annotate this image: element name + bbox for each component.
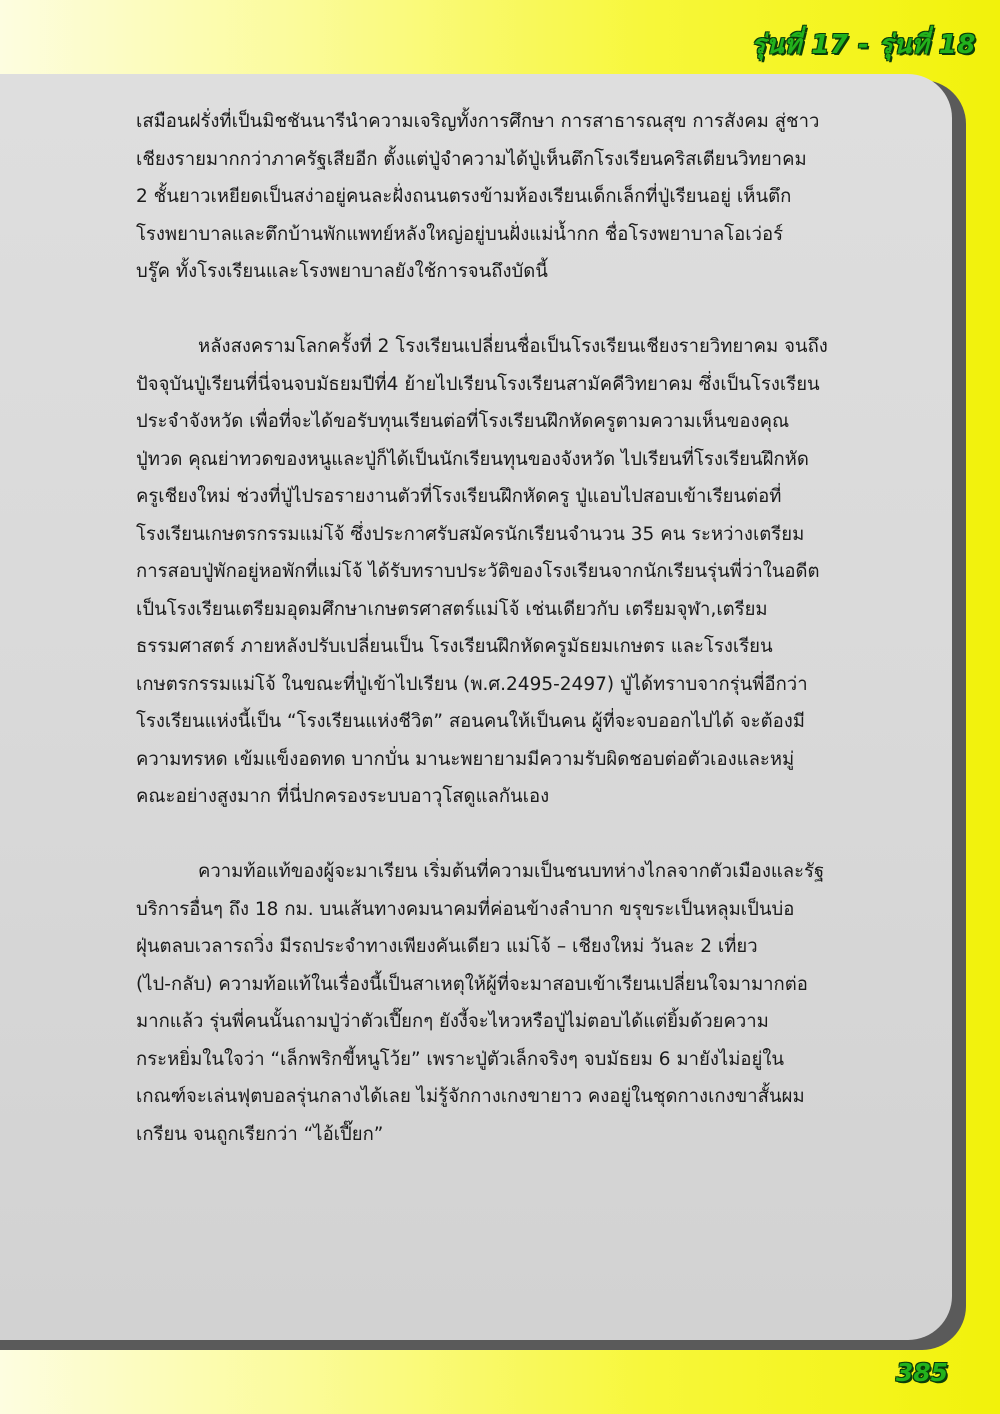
paragraph-1 bbox=[136, 103, 906, 291]
paragraph-2 bbox=[136, 328, 906, 816]
text-line: โรงเรียนแห่งนี้เป็น “โรงเรียนแห่งชีวิต” สอนคนให้เป็นคน ผู้ที่จะจบออกไปได้ จะต้องมี bbox=[136, 711, 805, 732]
text-line: กระหยิ่มในใจว่า “เล็กพริกขี้หนูโว้ย” เพราะปู่ตัวเล็กจริงๆ จบมัธยม 6 มายังไม่อยู่ใน bbox=[136, 1048, 785, 1070]
page-header-title: รุ่นที่ 17 - รุ่นที่ 18 bbox=[751, 30, 976, 60]
text-line: ประจำจังหวัด เพื่อที่จะได้ขอรับทุนเรียนต่อที่โรงเรียนฝึกหัดครูตามความเห็นของคุณ bbox=[136, 411, 790, 432]
text-line: เป็นโรงเรียนเตรียมอุดมศึกษาเกษตรศาสตร์แม่โจ้ เช่นเดียวกับ เตรียมจุฬา,เตรียม bbox=[136, 598, 768, 620]
text-line: ครูเชียงใหม่ ช่วงที่ปู่ไปรอรายงานตัวที่โรงเรียนฝึกหัดครู ปู่แอบไปสอบเข้าเรียนต่อที่ bbox=[136, 486, 782, 507]
text-line: เสมือนฝรั่งที่เป็นมิชชันนารีนำความเจริญทั้งการศึกษา การสาธารณสุข การสังคม สู่ชาว bbox=[136, 111, 820, 132]
paragraph-gap bbox=[136, 291, 906, 329]
text-line: หลังสงครามโลกครั้งที่ 2 โรงเรียนเปลี่ยนชื่อเป็นโรงเรียนเชียงรายวิทยาคม จนถึง bbox=[198, 336, 828, 357]
text-line: เกณฑ์จะเล่นฟุตบอลรุ่นกลางได้เลย ไม่รู้จักกางเกงขายาว คงอยู่ในชุดกางเกงขาสั้นผม bbox=[136, 1086, 805, 1107]
text-line: บริการอื่นๆ ถึง 18 กม. บนเส้นทางคมนาคมที่ค่อนข้างลำบาก ขรุขระเป็นหลุมเป็นบ่อ bbox=[136, 898, 795, 920]
text-line: เชียงรายมากกว่าภาครัฐเสียอีก ตั้งแต่ปู่จำความได้ปู่เห็นตึกโรงเรียนคริสเตียนวิทยาคม bbox=[136, 148, 807, 170]
text-line: มากแล้ว รุ่นพี่คนนั้นถามปู่ว่าตัวเปี๊ยกๆ ยังงี้จะไหวหรือปู่ไม่ตอบได้แต่ยิ้มด้วยความ bbox=[136, 1011, 769, 1032]
text-line: โรงเรียนเกษตรกรรมแม่โจ้ ซึ่งประกาศรับสมัครนักเรียนจำนวน 35 คน ระหว่างเตรียม bbox=[136, 523, 805, 545]
text-line: เกรียน จนถูกเรียกว่า “ไอ้เปี๊ยก” bbox=[136, 1123, 384, 1145]
text-line: ความทรหด เข้มแข็งอดทด บากบั่น มานะพยายามมีความรับผิดชอบต่อตัวเองและหมู่ bbox=[136, 748, 795, 770]
text-line: เกษตรกรรมแม่โจ้ ในขณะที่ปู่เข้าไปเรียน (พ.ศ.2495-2497) ปู่ได้ทราบจากรุ่นพี่อีกว่า bbox=[136, 673, 808, 695]
text-line: บรู๊ค ทั้งโรงเรียนและโรงพยาบาลยังใช้การจนถึงบัดนี้ bbox=[136, 261, 548, 282]
body-text bbox=[136, 103, 906, 1153]
paragraph-3 bbox=[136, 853, 906, 1153]
page-number: 385 bbox=[895, 1358, 948, 1387]
text-line: ความท้อแท้ของผู้จะมาเรียน เริ่มต้นที่ความเป็นชนบทห่างไกลจากตัวเมืองและรัฐ bbox=[198, 861, 825, 882]
paragraph-gap bbox=[136, 816, 906, 854]
text-line: (ไป-กลับ) ความท้อแท้ในเรื่องนี้เป็นสาเหตุให้ผู้ที่จะมาสอบเข้าเรียนเปลี่ยนใจมามากต่อ bbox=[136, 973, 808, 995]
text-line: 2 ชั้นยาวเหยียดเป็นสง่าอยู่คนละฝั่งถนนตรงข้ามห้องเรียนเด็กเล็กที่ปู่เรียนอยู่ เห็นตึก bbox=[136, 186, 792, 207]
text-line: โรงพยาบาลและตึกบ้านพักแพทย์หลังใหญ่อยู่บนฝั่งแม่น้ำกก ชื่อโรงพยาบาลโอเว่อร์ bbox=[136, 223, 784, 245]
text-line: ฝุ่นตลบเวลารถวิ่ง มีรถประจำทางเพียงคันเดียว แม่โจ้ – เชียงใหม่ วันละ 2 เที่ยว bbox=[136, 936, 758, 957]
text-line: คณะอย่างสูงมาก ที่นี่ปกครองระบบอาวุโสดูแลกันเอง bbox=[136, 786, 550, 807]
text-line: ปู่ทวด คุณย่าทวดของหนูและปู่ก็ได้เป็นนักเรียนทุนของจังหวัด ไปเรียนที่โรงเรียนฝึกหัด bbox=[136, 448, 809, 470]
text-line: ธรรมศาสตร์ ภายหลังปรับเปลี่ยนเป็น โรงเรียนฝึกหัดครูมัธยมเกษตร และโรงเรียน bbox=[136, 636, 773, 657]
text-line: การสอบปู่พักอยู่หอพักที่แม่โจ้ ได้รับทราบประวัติของโรงเรียนจากนักเรียนรุ่นพี่ว่าในอดีต bbox=[136, 561, 820, 582]
text-line: ปัจจุบันปู่เรียนที่นี่จนจบมัธยมปีที่4 ย้ายไปเรียนโรงเรียนสามัคคีวิทยาคม ซึ่งเป็นโรงเรียน bbox=[136, 373, 820, 395]
